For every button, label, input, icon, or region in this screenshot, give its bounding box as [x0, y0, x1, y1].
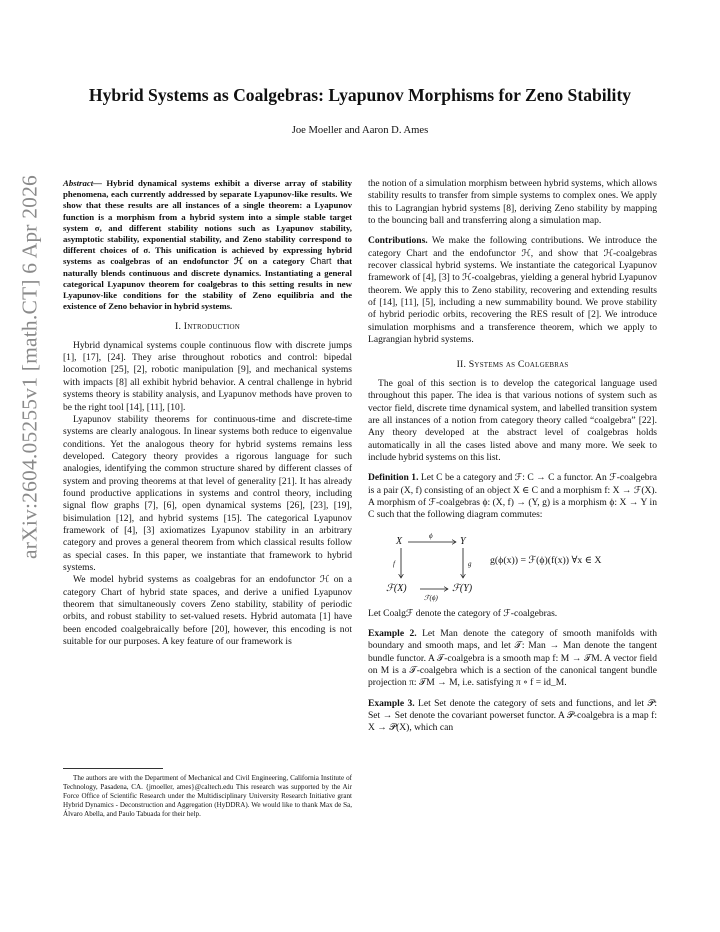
- section-heading-introduction: I. Introduction: [175, 321, 240, 333]
- definition-1: [368, 472, 657, 521]
- definition-1-text: Let C be a category and ℱ: C → C a functor. An ℱ-coalgebra is a pair (X, f) consisting of an object X ∈ C and a morphism f: X → ℱ(X). A morphism of ℱ-coalgebras ϕ: (X, f) → (Y, g) is a morphism ϕ: X → Y in C such that the following diagram commutes:: [368, 472, 657, 521]
- contributions-text: We make the following contributions. We introduce the category Chart and the endofunctor ℋ, and show that ℋ-coalgebras recover classical hybrid systems. We instantiate the categorical Lyapunov framework of [4], [3] to ℋ-coalgebras, yielding a general hybrid Lyapunov theorem. We apply this to Zeno stability, recovering and extending results of [14], [11], [5], including a new summability bound. We prove stability of hybrid periodic orbits, recovering the RES result of [2]. We introduce simulation morphisms and a transference theorem, which we apply to Lagrangian hybrid systems.: [368, 235, 657, 346]
- example-3-label: Example 3.: [368, 697, 415, 709]
- arxiv-sidebar: [12, 0, 48, 932]
- section-heading-systems: II. Systems as Coalgebras: [456, 359, 569, 371]
- diagram-label-f: f: [393, 559, 395, 568]
- paper-title: Hybrid Systems as Coalgebras: Lyapunov Morphisms for Zeno Stability: [88, 85, 632, 105]
- coalg-category-sentence: Let Coalgℱ denote the category of ℱ-coalgebras.: [368, 607, 558, 619]
- example-2-label: Example 2.: [368, 627, 417, 639]
- arxiv-identifier: arXiv:2604.05255v1 [math.CT] 6 Apr 2026: [17, 174, 42, 560]
- diagram-equation: g(ϕ(x)) = ℱ(ϕ)(f(x)) ∀x ∈ X: [490, 554, 602, 566]
- paper-authors: Joe Moeller and Aaron D. Ames: [291, 125, 429, 136]
- example-2: [368, 628, 657, 690]
- footnote-text: The authors are with the Department of Mechanical and Civil Engineering, California Institute of Technology, Pasadena, CA. {jmoeller, ames}@caltech.edu This research was supported by the Air Force Office of Scientific Research under the Multidisciplinary University Research Initiative grant Hybrid Dynamics - Deconstruction and Aggregation (HyDDRA). We would like to thank Max de Sa, Álvaro Abella, and Paulo Tabuada for their help.: [63, 774, 352, 818]
- abstract-text-1: — Hybrid dynamical systems exhibit a diverse array of stability phenomena, each currently addressed by separate Lyapunov-like results. We show that these results are all instances of a single theorem: a Lyapunov function is a morphism from a hybrid system into a simple stable target system σ, and different stability notions such as Lyapunov stability, asymptotic stability, exponential stability, and Zeno stability correspond to different choices of σ. This unification is achieved by expressing hybrid systems as coalgebras of an endofunctor ℋ on a category: [63, 178, 352, 267]
- abstract: [63, 178, 352, 312]
- footnote: [63, 768, 352, 819]
- abstract-text-2: that naturally blends continuous and discrete dynamics. Instantiating a general categorical Lyapunov theorem for coalgebras to this setting results in new Lyapunov-like conditions for the stability of Zeno equilibria and the existence of Zeno behavior in hybrid systems.: [63, 256, 352, 312]
- diagram-label-phi: ϕ: [429, 531, 433, 540]
- definition-1-label: Definition 1.: [368, 472, 419, 484]
- intro-paragraph-1: Hybrid dynamical systems couple continuous flow with discrete jumps [1], [17], [24]. They arise throughout robotics and control: bipedal locomotion [25], [2], robotic manipulation [9], and mechanical systems with impacts [8] all exhibit hybrid behavior. A central challenge in hybrid systems theory is stability analysis, and Lyapunov methods have proven to be the right tool [14], [11], [10].: [63, 339, 352, 413]
- example-3: [368, 698, 657, 735]
- diagram-label-g: g: [468, 559, 472, 568]
- abstract-chart-word: Chart: [310, 256, 332, 267]
- commutative-diagram: [368, 528, 657, 604]
- diagram-node-y: Y: [460, 535, 466, 547]
- intro-paragraph-continued: the notion of a simulation morphism between hybrid systems, which allows stability results to transfer from simple systems to complex ones. We apply this to Lagrangian hybrid systems [8], deriving Zeno stability by mapping to the bouncing ball and transferring along a simulation map.: [368, 178, 657, 227]
- intro-paragraph-2: Lyapunov stability theorems for continuous-time and discrete-time systems are clearly analogous. In linear systems both reduce to eigenvalue conditions. Yet the analogous theory for hybrid systems remains less developed. Category theory provides a rigorous language for such analogies, identifying the common structure shared by different classes of system and proving theorems at that level of generality [21]. It has already found productive applications in systems and control theory, including signal flow graphs [7], [6], open dynamical systems [26], [23], [19], bisimulation [12], and hybrid systems [15]. The categorical Lyapunov framework of [4], [3] axiomatizes Lyapunov stability in an arbitrary category and proves a general theorem from which classical results follow as special cases. In this paper, we instantiate that framework to hybrid systems.: [63, 413, 352, 573]
- intro-paragraph-3: We model hybrid systems as coalgebras for an endofunctor ℋ on a category Chart of hybrid state spaces, and derive a unified Lyapunov theorem that simultaneously covers Zeno stability, stability of periodic orbits, and robust stability to set-valued resets. Hybrid automata [1] have been encoded coalgebraically before [20], however, this encoding is not suitable for our purposes. A key feature of our framework is: [63, 574, 352, 648]
- footnote-rule: [63, 768, 163, 769]
- diagram-label-fphi: ℱ(ϕ): [424, 593, 438, 602]
- contributions-label: Contributions.: [368, 235, 428, 247]
- diagram-node-x: X: [396, 535, 403, 547]
- example-2-text: Let Man denote the category of smooth manifolds with boundary and smooth maps, and let 𝒯: Man → Man denote the tangent bundle functor. A 𝒯-coalgebra is a smooth map f: M → 𝒯M. A vector field on M is a 𝒯-coalgebra which is a section of the canonical tangent bundle projection π: 𝒯M → M, i.e. satisfying π ∘ f = id_M.: [368, 627, 657, 689]
- example-3-text: Let Set denote the category of sets and functions, and let 𝒫: Set → Set denote the covariant powerset functor. A 𝒫-coalgebra is a map f: X → 𝒫(X), which can: [368, 697, 657, 734]
- abstract-lead: Abstract: [63, 178, 94, 188]
- diagram-node-fy: ℱ(Y): [452, 582, 473, 594]
- contributions-paragraph: [368, 235, 657, 346]
- left-column: [63, 178, 352, 648]
- section2-paragraph-1: The goal of this section is to develop the categorical language used throughout this paper. The idea is that various notions of system such as vector field, discrete time dynamical system, and labelled transition system are all instances of a notion from category theory called “coalgebra” [22]. Any theory developed at the abstract level of coalgebras holds automatically in all the cases listed above and many more. We seek to include hybrid systems on this list.: [368, 377, 657, 463]
- right-column: [368, 178, 657, 735]
- diagram-node-fx: ℱ(X): [386, 582, 407, 594]
